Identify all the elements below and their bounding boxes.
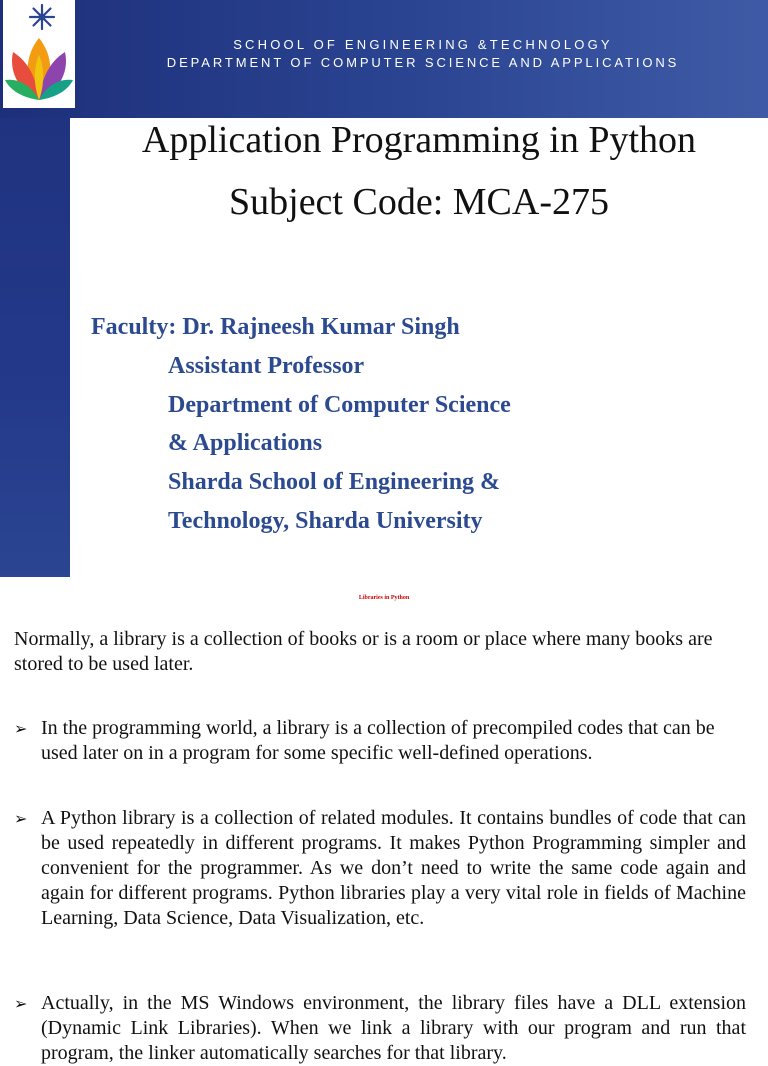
list-item-text: A Python library is a collection of related modules. It contains bundles of code that can be used repeatedly in different programs. It makes Python Programming simpler and convenient for the programmer. As we don’t need to write the same code again and again for different programs. Python libraries play a very vital role in fields of Machine Learning, Data Science, Data Visualization, etc. [41,807,746,929]
arrow-bullet-icon: ➢ [14,809,28,828]
list-item-text: Actually, in the MS Windows environment, the library files have a DLL extension (Dynamic Link Libraries). When we link a library with our program and run that program, the linker automatically searches for that library. [41,992,746,1064]
subject-code: Subject Code: MCA-275 [229,181,609,223]
department-name: DEPARTMENT OF COMPUTER SCIENCE AND APPLICATIONS [166,55,680,70]
faculty-name: Faculty: Dr. Rajneesh Kumar Singh [91,314,460,340]
arrow-bullet-icon: ➢ [14,719,28,738]
university-logo-icon [3,0,75,108]
faculty-department-line2: & Applications [168,430,323,456]
arrow-bullet-icon: ➢ [14,994,28,1013]
faculty-designation: Assistant Professor [168,353,365,379]
course-title: Application Programming in Python [141,119,697,161]
side-bar [0,118,70,577]
school-name: SCHOOL OF ENGINEERING &TECHNOLOGY [233,37,613,52]
intro-paragraph: Normally, a library is a collection of books or is a room or place where many books are stored to be used later. [14,628,713,675]
list-item-text: In the programming world, a library is a collection of precompiled codes that can be used later on in a program for some specific well-defined operations. [41,717,715,764]
slide-title: Libraries in Python [358,595,410,601]
faculty-department-line1: Department of Computer Science [168,392,511,418]
faculty-school-line2: Technology, Sharda University [168,508,483,534]
faculty-school-line1: Sharda School of Engineering & [168,469,501,495]
